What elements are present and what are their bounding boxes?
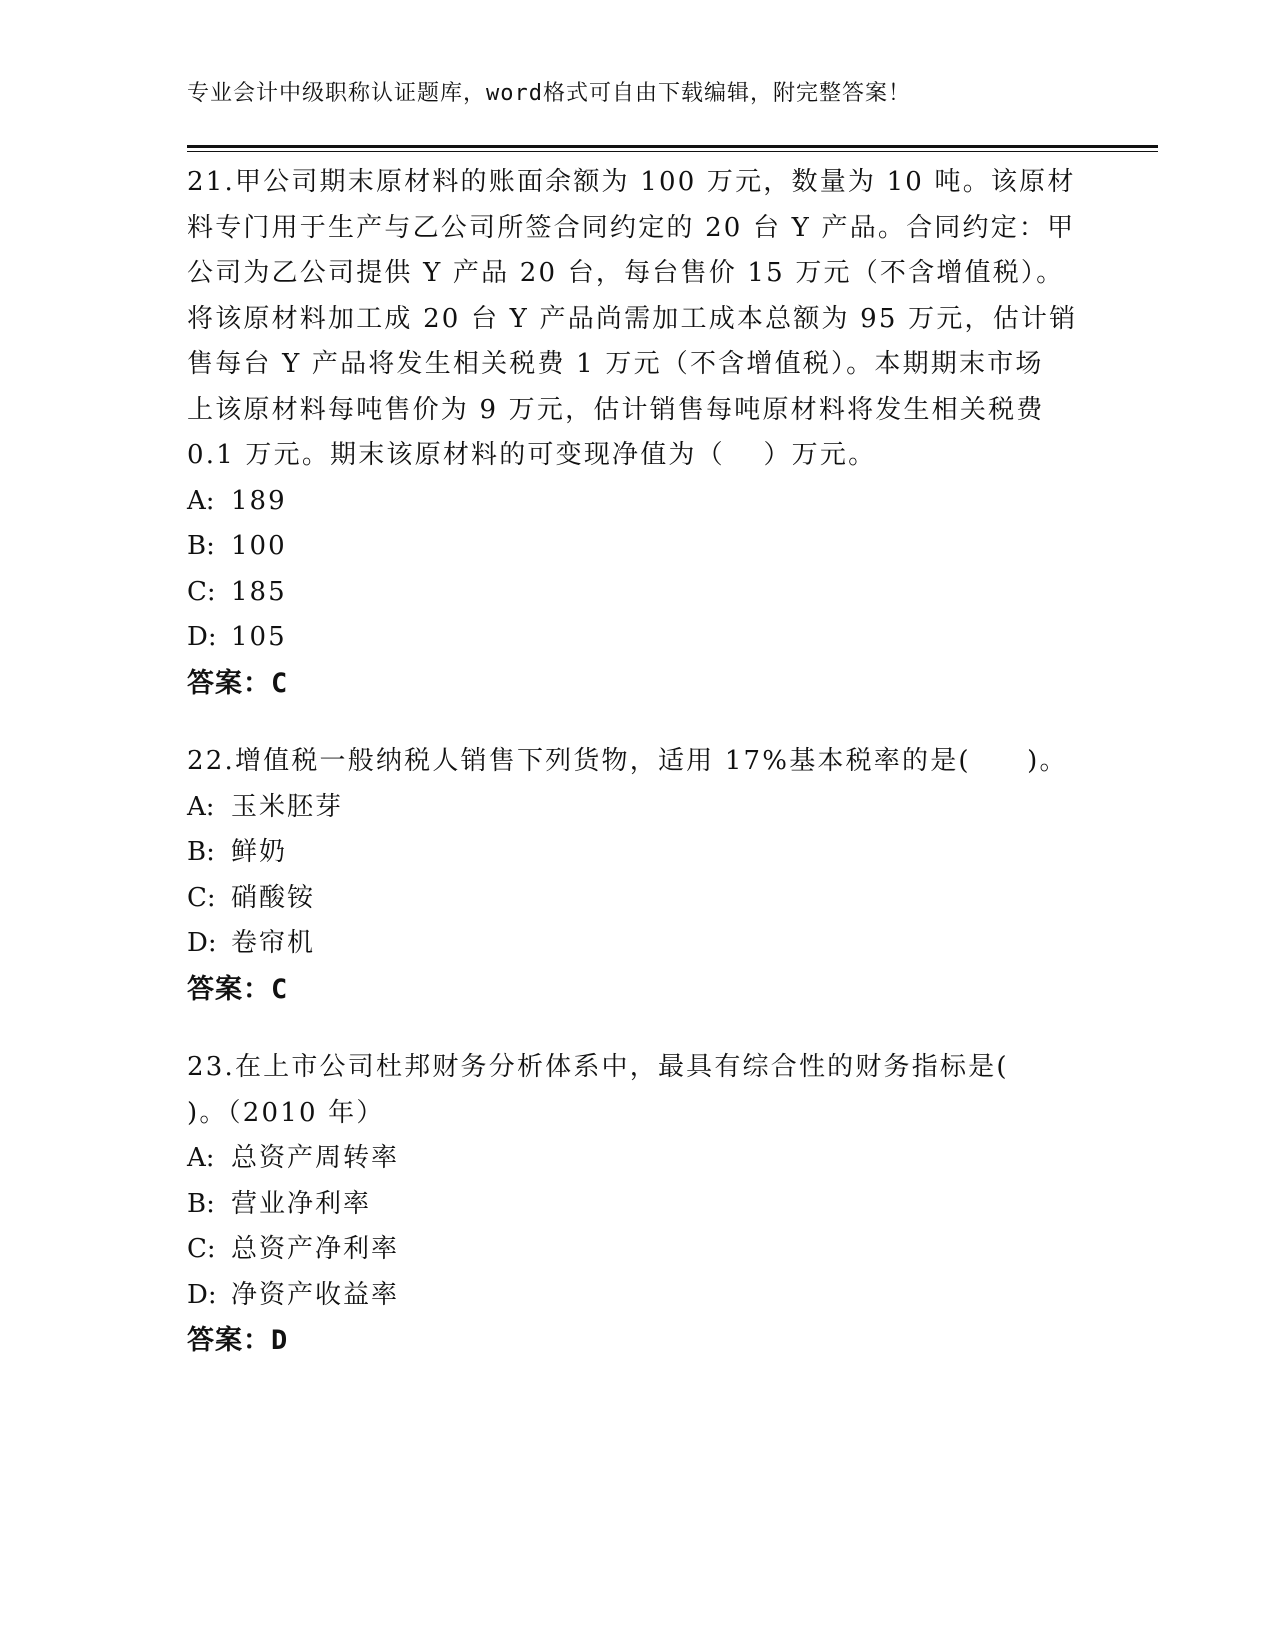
option-label: A:: [187, 485, 215, 516]
answer-line: 答案：C: [187, 973, 289, 1005]
option-text: 玉米胚芽: [231, 791, 344, 822]
option-a: [187, 479, 1087, 525]
option-label: B:: [187, 1188, 215, 1219]
question-21: [187, 160, 1087, 706]
answer-line: 答案：D: [187, 1325, 289, 1356]
option-text: 185: [231, 576, 287, 607]
option-text: 净资产收益率: [231, 1279, 400, 1310]
stem-line: 0.1 万元。期末该原材料的可变现净值为（ ）万元。: [187, 440, 877, 470]
option-b: [187, 830, 1087, 876]
question-22: [187, 739, 1087, 1012]
option-text: 105: [231, 622, 287, 652]
option-text: 卷帘机: [231, 928, 316, 958]
option-d: [187, 1273, 1087, 1319]
stem-line: 上该原材料每吨售价为 9 万元，估计销售每吨原材料将发生相关税费: [187, 394, 1045, 425]
answer-line: 答案：C: [187, 667, 289, 699]
option-text: 营业净利率: [231, 1188, 372, 1219]
option-b: [187, 1182, 1087, 1228]
option-text: 硝酸铵: [231, 882, 316, 913]
stem-line: 料专门用于生产与乙公司所签合同约定的 20 台 Y 产品。合同约定：甲: [187, 212, 1076, 243]
option-a: [187, 1136, 1087, 1182]
option-c: [187, 876, 1087, 922]
option-label: D:: [187, 928, 217, 958]
option-label: B:: [187, 531, 215, 561]
stem-line: 公司为乙公司提供 Y 产品 20 台，每台售价 15 万元（不含增值税）。: [187, 258, 1065, 288]
option-label: C:: [187, 882, 216, 913]
option-label: A:: [187, 1143, 215, 1173]
stem-line: 将该原材料加工成 20 台 Y 产品尚需加工成本总额为 95 万元，估计销: [187, 303, 1078, 334]
option-a: [187, 785, 1087, 831]
option-label: A:: [187, 791, 215, 822]
option-label: C:: [187, 1234, 216, 1264]
stem-line: 售每台 Y 产品将发生相关税费 1 万元（不含增值税）。本期期末市场: [187, 349, 1044, 379]
option-text: 189: [231, 485, 287, 516]
option-c: [187, 1227, 1087, 1273]
stem-line: 21.甲公司期末原材料的账面余额为 100 万元，数量为 10 吨。该原材: [187, 167, 1076, 197]
option-text: 鲜奶: [231, 837, 288, 867]
option-label: D:: [187, 622, 217, 652]
option-c: [187, 570, 1087, 616]
option-text: 总资产净利率: [231, 1234, 400, 1264]
option-d: [187, 615, 1087, 661]
option-label: C:: [187, 576, 216, 607]
option-text: 总资产周转率: [231, 1143, 400, 1173]
question-stem: [187, 1045, 1087, 1136]
page-header: 专业会计中级职称认证题库，word格式可自由下载编辑，附完整答案！: [187, 81, 911, 106]
option-b: [187, 524, 1087, 570]
option-text: 100: [231, 531, 287, 561]
stem-line: )。（2010 年）: [187, 1097, 385, 1128]
question-stem: [187, 160, 1087, 479]
question-23: [187, 1045, 1087, 1364]
question-stem: [187, 739, 1087, 785]
option-d: [187, 921, 1087, 967]
stem-line: 23.在上市公司杜邦财务分析体系中，最具有综合性的财务指标是(: [187, 1052, 1009, 1082]
option-label: B:: [187, 837, 215, 867]
header-rule-thick: [187, 145, 1158, 148]
stem-line: 22.增值税一般纳税人销售下列货物，适用 17%基本税率的是( )。: [187, 746, 1068, 776]
option-label: D:: [187, 1279, 217, 1310]
header-rule-thin: [187, 151, 1158, 152]
question-list: [187, 160, 1087, 1397]
